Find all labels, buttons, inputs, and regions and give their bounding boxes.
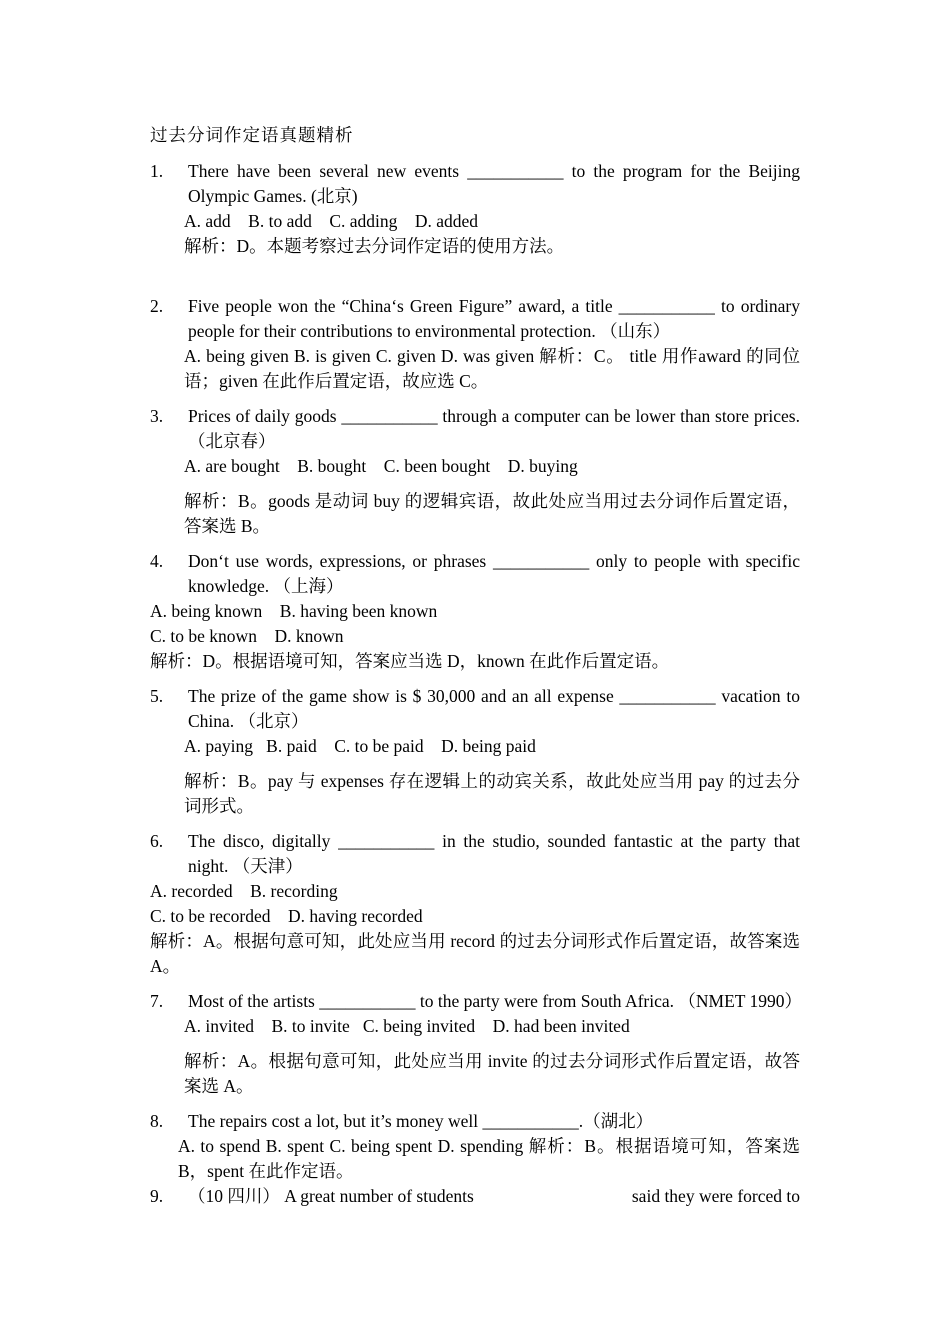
- question-stem: Prices of daily goods ___________ through a computer can be lower than store prices. （北京春）: [188, 406, 800, 451]
- question-number: 1.: [150, 161, 164, 181]
- question-options: A. add B. to add C. adding D. added: [184, 211, 479, 231]
- question-3: [150, 404, 800, 539]
- question-stem: The disco, digitally ___________ in the studio, sounded fantastic at the party that night. （天津）: [188, 831, 800, 876]
- question-analysis: 解析：D。本题考察过去分词作定语的使用方法。: [184, 236, 565, 256]
- question-options: A. paying B. paid C. to be paid D. being paid: [184, 736, 536, 756]
- question-number: 8.: [150, 1111, 164, 1131]
- question-options-line-2: C. to be known D. known: [150, 626, 344, 646]
- question-number: 2.: [150, 296, 164, 316]
- question-options-analysis: A. to spend B. spent C. being spent D. spending 解析：B。根据语境可知，答案选 B，spent 在此作定语。: [178, 1136, 800, 1181]
- question-stem-right: said they were forced to: [631, 1186, 800, 1206]
- question-options-line-2: C. to be recorded D. having recorded: [150, 906, 423, 926]
- question-stem: Five people won the “China‘s Green Figure” award, a title ___________ to ordinary people for their contributions to environmental protection. （山东）: [188, 296, 800, 341]
- question-number: 9.: [150, 1186, 164, 1206]
- question-number: 5.: [150, 686, 164, 706]
- question-4: [150, 549, 800, 674]
- question-stem: The repairs cost a lot, but it’s money well ___________.（湖北）: [188, 1111, 654, 1131]
- question-stem: Don‘t use words, expressions, or phrases ___________ only to people with specific knowledge. （上海）: [188, 551, 800, 596]
- page-title: 过去分词作定语真题精析: [150, 125, 354, 145]
- question-5: [150, 684, 800, 819]
- question-number: 7.: [150, 991, 164, 1011]
- question-options: A. are bought B. bought C. been bought D. buying: [184, 456, 578, 476]
- question-analysis: 解析：A。根据句意可知，此处应当用 invite 的过去分词形式作后置定语，故答案选 A。: [184, 1051, 800, 1096]
- document-page: [150, 122, 803, 1219]
- question-stem: [188, 1184, 800, 1209]
- question-number: 3.: [150, 406, 164, 426]
- question-9: [150, 1184, 800, 1209]
- question-6: [150, 829, 800, 979]
- question-2: [150, 294, 800, 394]
- question-stem: Most of the artists ___________ to the party were from South Africa. （NMET 1990）: [188, 991, 803, 1011]
- question-stem: There have been several new events ___________ to the program for the Beijing Olympic Games. (北京): [188, 161, 800, 206]
- question-options-analysis: A. being given B. is given C. given D. was given 解析：C。 title 用作award 的同位语；given 在此作后置定语，故应选 C。: [184, 346, 800, 391]
- question-analysis: 解析：B。goods 是动词 buy 的逻辑宾语，故此处应当用过去分词作后置定语，答案选 B。: [184, 491, 800, 536]
- question-options-line-1: A. being known B. having been known: [150, 601, 438, 621]
- question-stem-left: （10 四川） A great number of students: [188, 1186, 474, 1206]
- question-7: [150, 989, 803, 1099]
- question-1: [150, 159, 800, 284]
- question-stem: The prize of the game show is $ 30,000 and an all expense ___________ vacation to China. （北京）: [188, 686, 800, 731]
- question-options: A. invited B. to invite C. being invited D. had been invited: [184, 1016, 630, 1036]
- question-number: 4.: [150, 551, 164, 571]
- question-analysis: 解析：D。根据语境可知，答案应当选 D，known 在此作后置定语。: [150, 651, 670, 671]
- question-analysis: 解析：A。根据句意可知，此处应当用 record 的过去分词形式作后置定语，故答案选 A。: [150, 931, 800, 976]
- question-options-line-1: A. recorded B. recording: [150, 881, 338, 901]
- question-number: 6.: [150, 831, 164, 851]
- question-analysis: 解析：B。pay 与 expenses 存在逻辑上的动宾关系，故此处应当用 pay 的过去分词形式。: [184, 771, 800, 816]
- question-8: [150, 1109, 800, 1184]
